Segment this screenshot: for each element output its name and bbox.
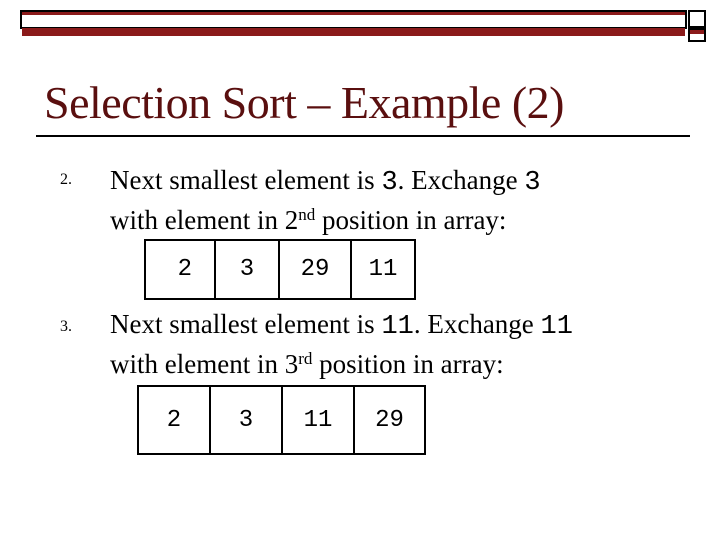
step-line-1: [110, 305, 573, 347]
step-text: Next smallest element is: [110, 309, 382, 339]
ordinal-suffix: rd: [298, 349, 313, 368]
ordinal: 2: [284, 205, 299, 235]
corner-red-accent: [690, 30, 704, 34]
array-cell: 11: [283, 387, 355, 453]
array-cell: 3: [211, 387, 283, 453]
ordinal: 3: [284, 349, 299, 379]
header-decor-bar: [20, 10, 687, 29]
array-cell: 29: [280, 241, 352, 298]
step-text: position in array:: [312, 349, 504, 379]
step-line-2: [110, 345, 504, 384]
title-divider: [36, 135, 690, 137]
array-row: [137, 385, 426, 455]
array-row: [144, 239, 416, 300]
step-value: 3: [524, 168, 541, 198]
step-text: . Exchange: [413, 309, 541, 339]
array-cell: 2: [139, 387, 211, 453]
step-value: 3: [381, 168, 398, 198]
header-decor-band: [22, 28, 685, 36]
step-line-2: [110, 201, 506, 240]
corner-square-icon: [688, 10, 706, 28]
step-text: Next smallest element is: [110, 165, 382, 195]
array-cell: 29: [375, 406, 404, 434]
step-text: with element in: [110, 205, 285, 235]
step-number: 2.: [60, 171, 72, 188]
array-cell: 3: [216, 241, 280, 298]
step-text: with element in: [110, 349, 285, 379]
step-value: 11: [540, 312, 573, 342]
slide-title: Selection Sort – Example (2): [44, 77, 564, 128]
step-line-1: [110, 161, 541, 203]
step-text: . Exchange: [397, 165, 525, 195]
ordinal-suffix: nd: [298, 205, 316, 224]
step-text: position in array:: [315, 205, 507, 235]
array-cell: 11: [368, 256, 398, 283]
step-value: 11: [381, 312, 414, 342]
array-cell: 2: [146, 241, 216, 298]
step-number: 3.: [60, 318, 72, 335]
